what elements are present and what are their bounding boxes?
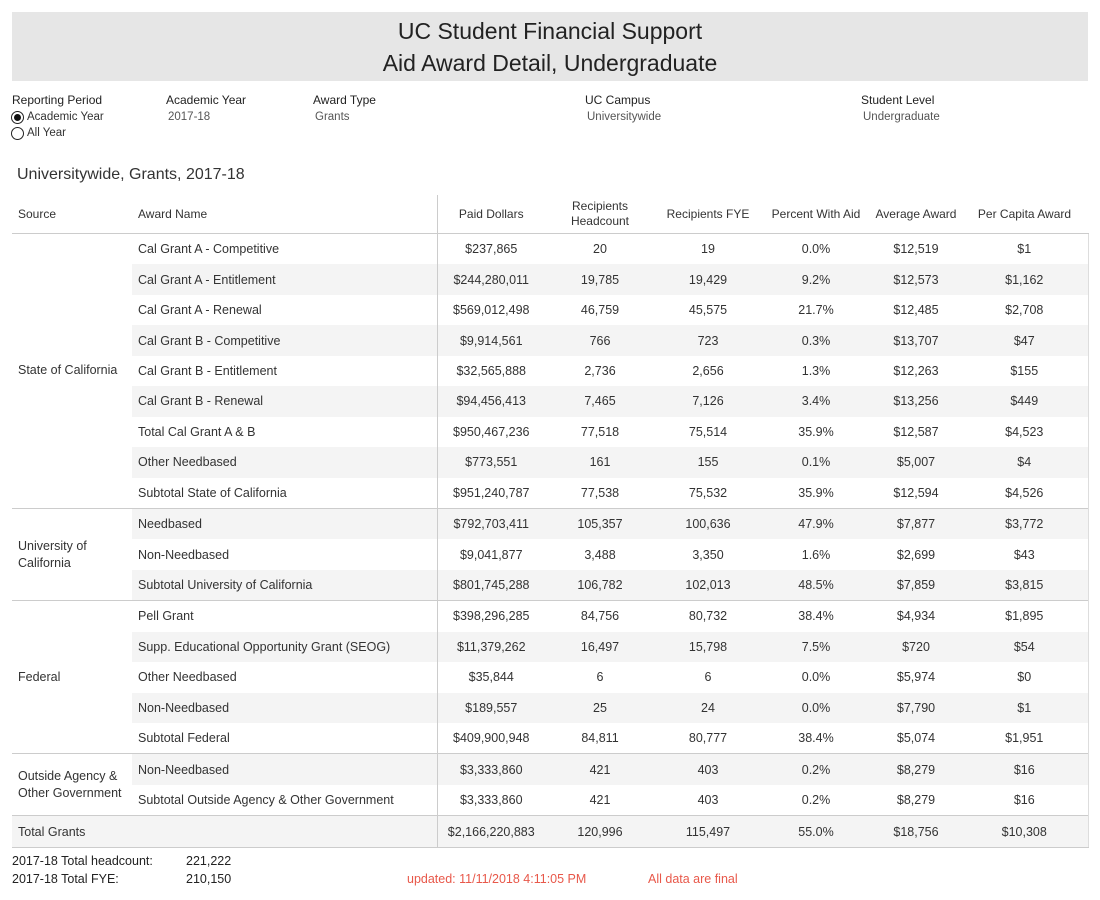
filter-label: Student Level <box>861 93 935 107</box>
value-cell: $409,900,948 <box>437 723 545 754</box>
value-cell: 46,759 <box>580 303 620 318</box>
filter-value: Grants <box>315 111 350 123</box>
value-cell: $189,557 <box>437 693 545 723</box>
value-cell: 7,126 <box>655 386 761 416</box>
radio-label: All Year <box>27 127 67 139</box>
value-cell: 80,777 <box>688 731 728 746</box>
total-cell: 55.0% <box>761 816 871 847</box>
value-cell: 105,357 <box>545 508 655 539</box>
table-row <box>12 295 1088 325</box>
table-row <box>12 325 1088 355</box>
value-cell: 3,488 <box>584 547 616 562</box>
value-cell: $47 <box>961 325 1088 355</box>
aid-award-table <box>12 195 1089 848</box>
value-cell: 15,798 <box>655 632 761 662</box>
value-cell: 6 <box>596 670 604 685</box>
table-row <box>12 234 1088 265</box>
filter-label: Academic Year <box>166 93 247 107</box>
value-cell: 3,350 <box>692 547 724 562</box>
value-cell: 84,811 <box>581 731 619 746</box>
value-cell: $792,703,411 <box>437 508 545 539</box>
column-header: Recipients FYE <box>655 195 761 234</box>
column-header: Per Capita Award <box>961 195 1088 234</box>
value-cell: $569,012,498 <box>437 295 545 325</box>
award-name-cell: Cal Grant B - Renewal <box>132 386 437 416</box>
value-cell: 403 <box>655 754 761 785</box>
award-name-cell: Non-Needbased <box>138 547 230 562</box>
filter-value: Undergraduate <box>863 111 940 123</box>
fye-value: 210,150 <box>186 872 232 886</box>
radio-selected-icon <box>11 111 24 124</box>
value-cell: 0.1% <box>761 447 871 477</box>
value-cell: $1,951 <box>961 723 1088 754</box>
value-cell: 2,656 <box>692 363 724 378</box>
value-cell: 38.4% <box>761 601 871 632</box>
value-cell: 1.3% <box>801 363 831 378</box>
award-name-cell: Subtotal Federal <box>138 731 230 746</box>
value-cell: $16 <box>961 754 1088 785</box>
value-cell: $16 <box>961 785 1088 816</box>
table-row <box>12 447 1088 477</box>
value-cell: 35.9% <box>798 424 834 439</box>
value-cell: 0.2% <box>801 793 831 808</box>
filter-label: UC Campus <box>585 93 651 107</box>
award-name-cell: Other Needbased <box>132 447 437 477</box>
source-cell: Federal <box>12 601 132 754</box>
column-header: Recipients Headcount <box>545 195 655 234</box>
value-cell: $2,699 <box>896 547 936 562</box>
total-cell: 120,996 <box>545 816 655 847</box>
value-cell: $32,565,888 <box>437 356 545 386</box>
value-cell: 1.6% <box>801 547 831 562</box>
table-subtitle: Universitywide, Grants, 2017-18 <box>17 166 245 183</box>
value-cell: 766 <box>545 325 655 355</box>
value-cell: 21.7% <box>798 303 834 318</box>
reporting-period-filter <box>12 93 104 141</box>
table-row <box>12 601 1088 632</box>
value-cell: $720 <box>871 632 961 662</box>
value-cell: 421 <box>545 754 655 785</box>
value-cell: 77,518 <box>580 424 620 439</box>
value-cell: $54 <box>961 632 1088 662</box>
total-row <box>12 816 1088 847</box>
value-cell: $12,573 <box>871 264 961 294</box>
value-cell: 75,514 <box>688 424 728 439</box>
footer-totals <box>12 852 231 888</box>
title-line2: Aid Award Detail, Undergraduate <box>382 50 718 76</box>
value-cell: $35,844 <box>437 662 545 692</box>
table-row <box>12 508 1088 539</box>
value-cell: 35.9% <box>798 485 834 500</box>
value-cell: $3,333,860 <box>437 754 545 785</box>
column-header: Source <box>12 195 132 234</box>
value-cell: 75,532 <box>688 485 728 500</box>
value-cell: 45,575 <box>688 303 728 318</box>
value-cell: $0 <box>961 662 1088 692</box>
value-cell: $4 <box>961 447 1088 477</box>
radio-academic-year[interactable] <box>11 109 104 125</box>
value-cell: $11,379,262 <box>437 632 545 662</box>
value-cell: 19,429 <box>655 264 761 294</box>
award-type-filter[interactable] <box>313 93 376 123</box>
value-cell: $12,519 <box>893 242 939 257</box>
value-cell: $5,974 <box>896 670 936 685</box>
value-cell: 723 <box>655 325 761 355</box>
value-cell: 403 <box>697 793 719 808</box>
value-cell: 24 <box>655 693 761 723</box>
total-cell: 115,497 <box>655 816 761 847</box>
source-cell: Outside Agency & Other Government <box>12 754 132 816</box>
table-row <box>12 693 1088 723</box>
award-name-cell: Supp. Educational Opportunity Grant (SEOG) <box>132 632 437 662</box>
value-cell: $155 <box>961 356 1088 386</box>
column-header: Award Name <box>132 195 437 234</box>
value-cell: 102,013 <box>655 570 761 601</box>
award-name-cell: Non-Needbased <box>132 754 437 785</box>
value-cell: 6 <box>704 670 712 685</box>
value-cell: $43 <box>961 539 1088 569</box>
table-row <box>12 754 1088 785</box>
value-cell: 16,497 <box>545 632 655 662</box>
value-cell: $12,263 <box>893 363 939 378</box>
total-cell: Total Grants <box>12 816 132 847</box>
report-title-banner <box>12 12 1088 81</box>
updated-timestamp: updated: 11/11/2018 4:11:05 PM <box>407 872 587 886</box>
value-cell: 0.0% <box>801 670 831 685</box>
filter-value: 2017-18 <box>168 111 211 123</box>
value-cell: $13,707 <box>871 325 961 355</box>
total-cell: $10,308 <box>961 816 1088 847</box>
uc-campus-filter[interactable] <box>585 93 661 123</box>
value-cell: $237,865 <box>437 234 545 265</box>
value-cell: $7,877 <box>871 508 961 539</box>
title-line1: UC Student Financial Support <box>397 18 703 44</box>
award-name-cell: Pell Grant <box>132 601 437 632</box>
value-cell: $1,162 <box>961 264 1088 294</box>
value-cell: $1 <box>961 234 1088 265</box>
filter-label: Reporting Period <box>12 93 103 107</box>
award-name-cell: Cal Grant B - Competitive <box>132 325 437 355</box>
value-cell: $7,790 <box>871 693 961 723</box>
headcount-label: 2017-18 Total headcount: <box>12 854 153 868</box>
table-row <box>12 632 1088 662</box>
total-cell: $18,756 <box>871 816 961 847</box>
value-cell: $950,467,236 <box>437 417 545 447</box>
value-cell: 7,465 <box>545 386 655 416</box>
filter-value: Universitywide <box>587 111 662 123</box>
award-name-cell: Total Cal Grant A & B <box>138 424 256 439</box>
value-cell: $3,772 <box>961 508 1088 539</box>
value-cell: $12,485 <box>893 303 939 318</box>
value-cell: 9.2% <box>761 264 871 294</box>
value-cell: $7,859 <box>871 570 961 601</box>
table-row <box>12 478 1088 509</box>
award-name-cell: Cal Grant B - Entitlement <box>138 363 277 378</box>
value-cell: $4,526 <box>961 478 1088 509</box>
table-row <box>12 539 1088 569</box>
value-cell: $4,523 <box>961 417 1088 447</box>
value-cell: 19 <box>701 242 715 257</box>
award-name-cell: Cal Grant A - Entitlement <box>132 264 437 294</box>
value-cell: 84,756 <box>545 601 655 632</box>
table-row <box>12 356 1088 386</box>
value-cell: 7.5% <box>761 632 871 662</box>
column-header: Average Award <box>871 195 961 234</box>
award-name-cell: Subtotal State of California <box>138 485 287 500</box>
value-cell: $1,895 <box>961 601 1088 632</box>
total-cell <box>132 816 437 847</box>
radio-all-year[interactable] <box>11 125 104 141</box>
source-cell: State of California <box>12 234 132 509</box>
table-row <box>12 570 1088 601</box>
table-row <box>12 386 1088 416</box>
value-cell: $801,745,288 <box>437 570 545 601</box>
value-cell: 0.3% <box>761 325 871 355</box>
value-cell: 77,538 <box>580 485 620 500</box>
value-cell: 48.5% <box>761 570 871 601</box>
data-final-status: All data are final <box>648 872 738 886</box>
headcount-value: 221,222 <box>186 854 232 868</box>
value-cell: $398,296,285 <box>437 601 545 632</box>
award-name-cell: Cal Grant A - Competitive <box>138 242 280 257</box>
value-cell: $1 <box>961 693 1088 723</box>
value-cell: $8,279 <box>871 754 961 785</box>
total-cell: $2,166,220,883 <box>437 816 545 847</box>
value-cell: $8,279 <box>896 793 936 808</box>
value-cell: 25 <box>545 693 655 723</box>
value-cell: $5,007 <box>871 447 961 477</box>
value-cell: $5,074 <box>896 731 936 746</box>
source-cell: University of California <box>12 508 132 600</box>
value-cell: 106,782 <box>545 570 655 601</box>
value-cell: 0.0% <box>801 242 831 257</box>
value-cell: $449 <box>961 386 1088 416</box>
radio-unselected-icon <box>11 127 24 140</box>
filter-label: Award Type <box>313 93 376 107</box>
value-cell: 20 <box>593 242 607 257</box>
value-cell: $951,240,787 <box>437 478 545 509</box>
value-cell: 19,785 <box>545 264 655 294</box>
value-cell: $12,587 <box>893 424 939 439</box>
value-cell: $3,333,860 <box>437 785 545 816</box>
value-cell: $3,815 <box>961 570 1088 601</box>
value-cell: 3.4% <box>761 386 871 416</box>
value-cell: $244,280,011 <box>437 264 545 294</box>
value-cell: $13,256 <box>871 386 961 416</box>
award-name-cell: Subtotal University of California <box>132 570 437 601</box>
value-cell: $12,594 <box>893 485 939 500</box>
table-row <box>12 723 1088 754</box>
value-cell: 421 <box>589 793 611 808</box>
value-cell: $4,934 <box>871 601 961 632</box>
value-cell: $773,551 <box>437 447 545 477</box>
value-cell: $9,914,561 <box>437 325 545 355</box>
value-cell: 2,736 <box>584 363 616 378</box>
radio-label: Academic Year <box>27 111 104 123</box>
value-cell: $2,708 <box>961 295 1088 325</box>
value-cell: 0.0% <box>761 693 871 723</box>
value-cell: 155 <box>655 447 761 477</box>
academic-year-filter[interactable] <box>166 93 246 123</box>
student-level-filter[interactable] <box>861 93 940 123</box>
value-cell: 0.2% <box>761 754 871 785</box>
column-header: Percent With Aid <box>761 195 871 234</box>
value-cell: 161 <box>545 447 655 477</box>
award-name-cell: Other Needbased <box>138 670 237 685</box>
award-name-cell: Cal Grant A - Renewal <box>138 303 262 318</box>
award-name-cell: Needbased <box>132 508 437 539</box>
value-cell: 80,732 <box>655 601 761 632</box>
value-cell: $9,041,877 <box>437 539 545 569</box>
table-row <box>12 417 1088 447</box>
table-row <box>12 264 1088 294</box>
value-cell: 47.9% <box>761 508 871 539</box>
table-row <box>12 785 1088 816</box>
column-header: Paid Dollars <box>437 195 545 234</box>
value-cell: $94,456,413 <box>437 386 545 416</box>
table-row <box>12 662 1088 692</box>
value-cell: 38.4% <box>798 731 834 746</box>
award-name-cell: Subtotal Outside Agency & Other Government <box>138 793 394 808</box>
fye-label: 2017-18 Total FYE: <box>12 872 119 886</box>
table-header-row <box>12 195 1088 234</box>
award-name-cell: Non-Needbased <box>132 693 437 723</box>
value-cell: 100,636 <box>655 508 761 539</box>
